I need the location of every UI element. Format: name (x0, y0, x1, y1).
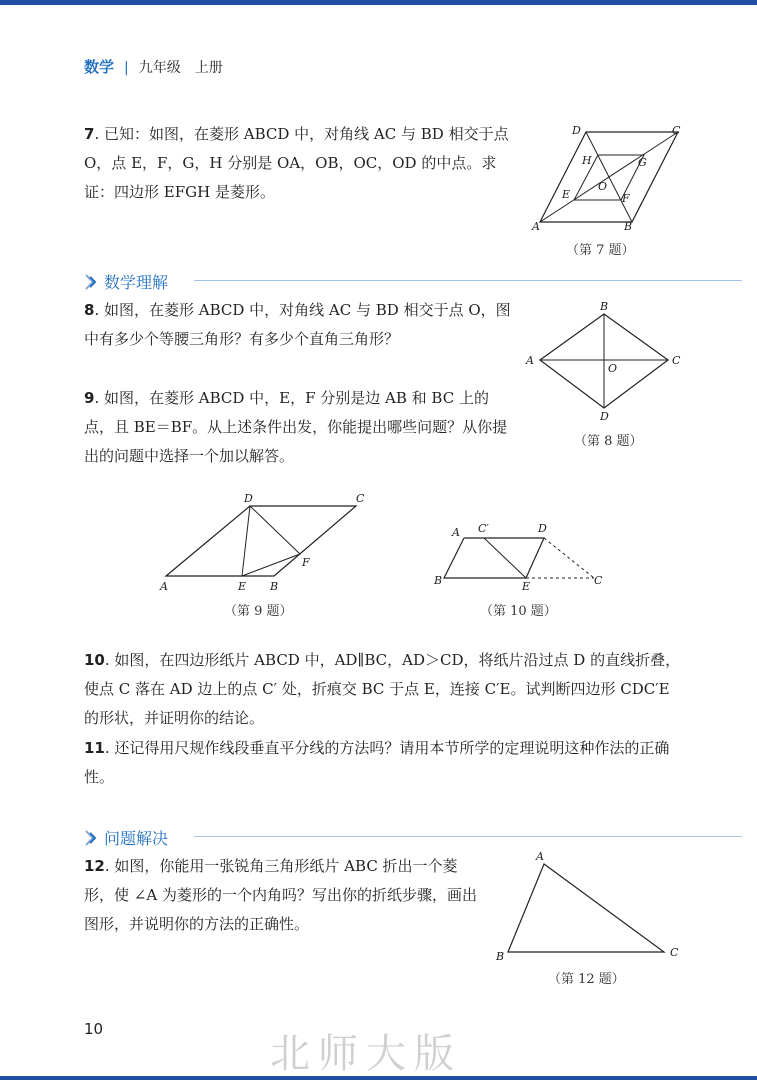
problem-11 (84, 734, 684, 792)
fig10-label-e: E (522, 580, 531, 590)
page-number: 10 (84, 1020, 104, 1038)
fig10-quadrilateral (444, 538, 544, 578)
fig10-label-cprime: C′ (478, 522, 489, 535)
figure-7 (524, 122, 694, 234)
fig9-label-e: E (238, 580, 247, 593)
fig12-triangle-abc (508, 864, 664, 952)
fig7-label-f: F (622, 192, 630, 205)
fig8-label-b: B (600, 300, 609, 313)
problem-12-text: . 如图，你能用一张锐角三角形纸片 ABC 折出一个菱形，使 ∠A 为菱形的一个内角吗？写出你的折纸步骤，画出图形，并说明你的方法的正确性。 (84, 857, 477, 933)
publisher-watermark: 北师大版 (270, 1031, 462, 1077)
problem-12 (84, 852, 484, 939)
fig10-label-d: D (538, 522, 547, 535)
fig7-label-d: D (572, 124, 581, 137)
fig8-label-a: A (526, 354, 534, 367)
fig12-label-b: B (496, 950, 505, 963)
problem-9-text: . 如图，在菱形 ABCD 中，E，F 分别是边 AB 和 BC 上的点，且 BE＝BF。从上述条件出发，你能提出哪些问题？从你提出的问题中选择一个加以解答。 (84, 389, 508, 465)
problem-10-number: 10 (84, 651, 105, 669)
section-math-understanding (82, 270, 168, 293)
fig9-segment-de (242, 506, 250, 576)
fig7-label-a: A (532, 220, 540, 233)
fig7-label-e: E (562, 188, 571, 201)
section-divider (194, 280, 742, 281)
figure-12-caption: （第 12 题） (548, 972, 625, 987)
fig9-segment-df (250, 506, 300, 554)
fig9-label-a: A (160, 580, 168, 593)
figure-12 (492, 846, 688, 964)
problem-11-text: . 还记得用尺规作线段垂直平分线的方法吗？请用本节所学的定理说明这种作法的正确性。 (84, 739, 670, 786)
fig10-dashed-dc (544, 538, 594, 578)
fig7-label-c: C (672, 124, 681, 137)
fig9-label-f: F (302, 556, 310, 569)
problem-8-number: 8 (84, 301, 95, 319)
fig8-label-c: C (672, 354, 681, 367)
problem-10-text: . 如图，在四边形纸片 ABCD 中，AD∥BC，AD＞CD，将纸片沿过点 D 的直线折叠，使点 C 落在 AD 边上的点 C′ 处，折痕交 BC 于点 E，连接 C′E。试判断四边形 CDC′E 的形状，并证明你的结论。 (84, 651, 681, 727)
figure-8 (520, 298, 690, 426)
header-separator: | (124, 60, 129, 76)
fig7-label-g: G (638, 156, 647, 169)
fig9-segment-ef (242, 554, 300, 576)
fig7-label-h: H (582, 154, 592, 167)
fig8-label-o: O (608, 362, 618, 375)
header-subject: 数学 (84, 58, 115, 76)
header-grade: 九年级 (138, 60, 181, 76)
section-title: 问题解决 (104, 829, 169, 848)
problem-10 (84, 646, 684, 733)
problem-7-number: 7 (84, 125, 95, 143)
figure-7-caption: （第 7 题） (566, 243, 635, 258)
figure-9-caption: （第 9 题） (224, 604, 293, 619)
figure-10-caption: （第 10 题） (480, 604, 557, 619)
figure-10 (430, 518, 610, 590)
problem-9 (84, 384, 514, 471)
fig12-label-c: C (670, 946, 679, 959)
page-header (84, 56, 223, 77)
fig7-label-b: B (624, 220, 633, 233)
fig7-label-o: O (598, 180, 608, 193)
fig8-label-d: D (600, 410, 609, 423)
problem-7-text: . 已知：如图，在菱形 ABCD 中，对角线 AC 与 BD 相交于点 O，点 E，F，G，H 分别是 OA，OB，OC，OD 的中点。求证：四边形 EFGH 是菱形。 (84, 125, 509, 201)
fig10-segment-cpe (484, 538, 526, 578)
section-problem-solving (82, 826, 168, 849)
problem-11-number: 11 (84, 739, 105, 757)
problem-8-text: . 如图，在菱形 ABCD 中，对角线 AC 与 BD 相交于点 O，图中有多少个等腰三角形？有多少个直角三角形？ (84, 301, 511, 348)
fig10-label-b: B (434, 574, 443, 587)
fig7-diagonal-bd (586, 132, 632, 222)
header-volume: 上册 (194, 60, 223, 76)
fig9-label-b: B (270, 580, 279, 593)
fig10-label-a: A (452, 526, 460, 539)
fig9-label-c: C (356, 492, 365, 505)
problem-8 (84, 296, 514, 354)
chevron-right-icon (82, 829, 100, 847)
chevron-right-icon (82, 273, 100, 291)
section-title: 数学理解 (104, 273, 169, 292)
figure-8-caption: （第 8 题） (574, 434, 643, 449)
problem-7 (84, 120, 514, 207)
fig9-label-d: D (244, 492, 253, 505)
fig10-label-c: C (594, 574, 603, 587)
problem-9-number: 9 (84, 389, 95, 407)
section-divider (194, 836, 742, 837)
figure-9 (156, 490, 376, 598)
fig12-label-a: A (536, 850, 544, 863)
top-border (0, 0, 757, 5)
problem-12-number: 12 (84, 857, 105, 875)
